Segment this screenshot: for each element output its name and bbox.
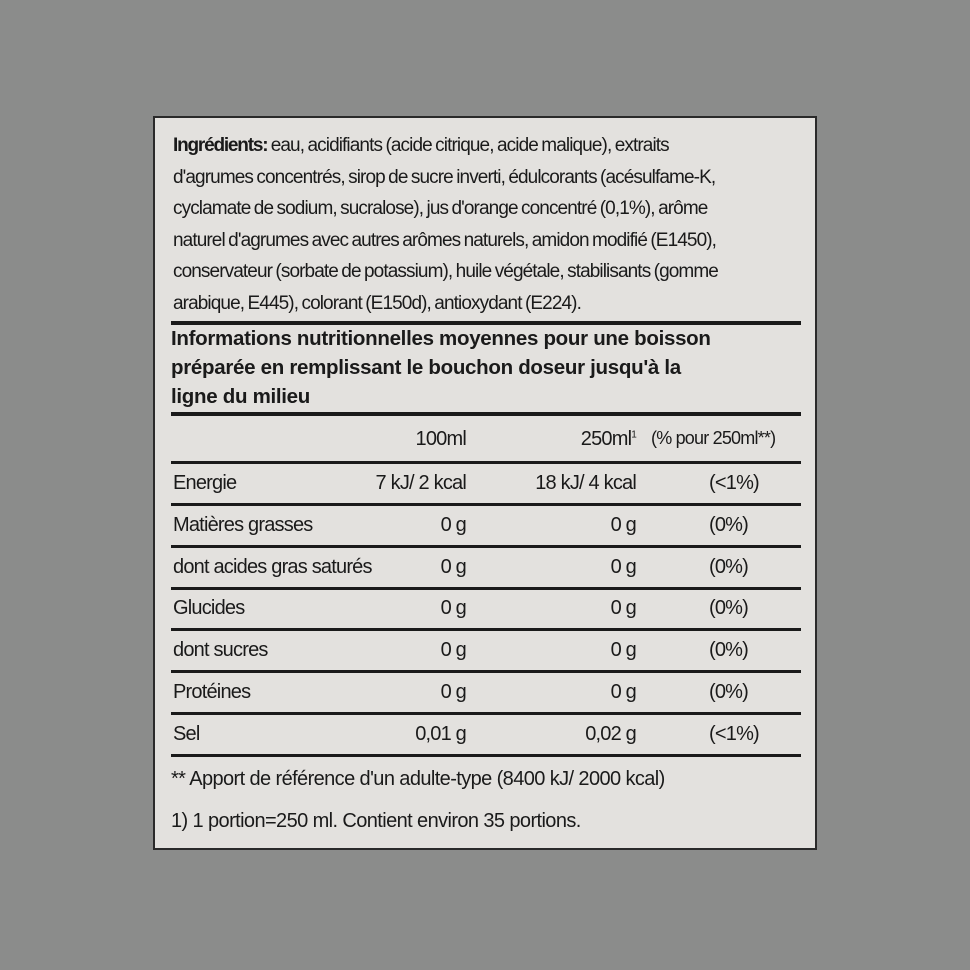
ingredients-line: eau, acidifiants (acide citrique, acide malique), extraits [267,135,669,156]
value-100ml: 0 g [440,513,466,536]
value-pct: (0%) [709,597,749,620]
footnote-reference: ** Apport de référence d'un adulte-type (8400 kJ/ 2000 kcal) [171,768,665,790]
ingredients-line: d'agrumes concentrés, sirop de sucre inverti, édulcorants (acésulfame-K, [173,166,716,188]
value-100ml: 7 kJ/ 2 kcal [375,472,466,494]
ingredients-line: arabique, E445), colorant (E150d), antioxydant (E224). [173,292,581,314]
ingredients-title: Ingrédients: [173,135,268,156]
nutrient-name: Protéines [173,681,251,703]
value-pct: (0%) [709,555,749,578]
value-250ml: 0 g [610,513,636,536]
nutrient-name: Glucides [173,597,245,620]
value-250ml: 0 g [610,555,636,578]
value-100ml: 0 g [440,681,466,703]
value-100ml: 0 g [440,555,466,578]
heading-line: ligne du milieu [171,385,311,408]
value-pct: (0%) [709,681,749,703]
value-pct: (0%) [709,639,749,662]
table-row [171,673,801,713]
value-pct: (0%) [709,513,749,536]
value-250ml: 0 g [610,639,636,662]
value-250ml: 0,02 g [585,722,636,745]
divider [171,754,801,757]
footnote-portion: 1) 1 portion=250 ml. Contient environ 35 portions. [171,810,581,832]
table-row [171,715,801,755]
value-250ml: 0 g [610,597,636,620]
ingredients-line: naturel d'agrumes avec autres arômes naturels, amidon modifié (E1450), [173,229,717,251]
footnote-mark: 1 [631,429,636,441]
ingredients-line: cyclamate de sodium, sucralose), jus d'orange concentré (0,1%), arôme [173,198,708,219]
value-100ml: 0,01 g [415,722,466,745]
table-row [171,464,801,504]
value-100ml: 0 g [440,597,466,620]
table-row [171,589,801,629]
nutrition-heading [171,324,711,411]
value-250ml: 18 kJ/ 4 kcal [535,472,636,494]
value-pct: (<1%) [709,472,759,494]
nutrient-name: Energie [173,472,237,494]
table-header [171,422,801,462]
nutrient-name: Sel [173,722,200,745]
table-row [171,631,801,671]
value-100ml: 0 g [440,639,466,662]
heading-line: Informations nutritionnelles moyennes pour une boisson [171,327,711,350]
ingredients-list [173,130,813,319]
col-250ml [581,428,636,451]
nutrient-name: dont acides gras saturés [173,555,372,578]
heading-line: préparée en remplissant le bouchon doseur jusqu'à la [171,356,681,379]
ingredients-line: conservateur (sorbate de potassium), huile végétale, stabilisants (gomme [173,261,718,282]
value-pct: (<1%) [709,722,759,745]
nutrient-name: dont sucres [173,639,268,662]
nutrition-label [153,116,817,850]
nutrient-name: Matières grasses [173,513,313,536]
divider [171,412,801,416]
col-100ml: 100ml [415,428,466,450]
col-250ml-label: 250ml [580,428,632,450]
table-row [171,548,801,588]
table-row [171,506,801,546]
col-pct: (% pour 250ml**) [651,428,776,448]
value-250ml: 0 g [610,681,636,703]
